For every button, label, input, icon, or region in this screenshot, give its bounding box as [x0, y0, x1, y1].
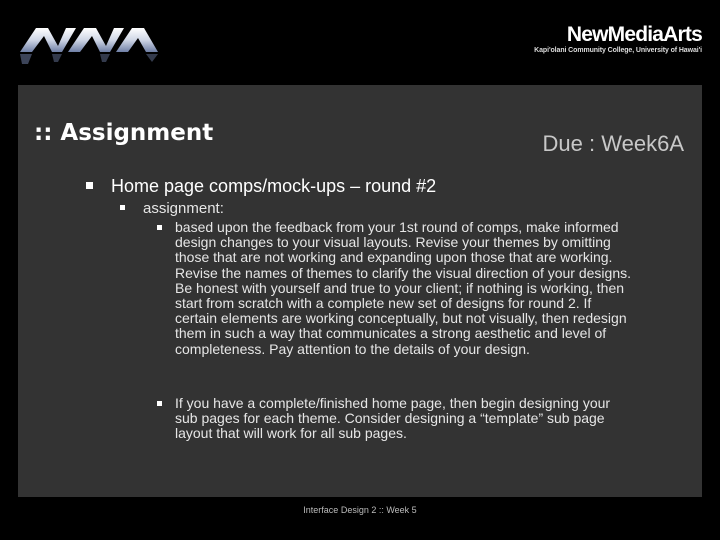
- bullet-level2: [120, 200, 224, 217]
- bullet-level3: [157, 220, 635, 357]
- newmediaarts-logo: [534, 24, 702, 54]
- brand-name: NewMediaArts: [566, 23, 702, 46]
- nma-logo: [18, 22, 160, 66]
- bullet-square-icon: [157, 401, 162, 406]
- bullet-square-icon: [86, 182, 93, 189]
- bullet-text: based upon the feedback from your 1st round of comps, make informed design changes to your visual layouts. Revise your themes by omitting those that are not working and expanding upon those that are working. Revise the names of themes to clarify the visual direction of your designs. Be honest with yourself and true to your client; if nothing is working, then start from scratch with a complete new set of designs for round 2. If certain elements are working conceptually, but not visually, then redesign them in such a way that communicates a strong aesthetic and level of completeness. Pay attention to the details of your design.: [175, 219, 631, 357]
- footer-text: Interface Design 2 :: Week 5: [303, 505, 417, 515]
- bullet-level3: [157, 396, 635, 442]
- due-label: Due : Week6A: [542, 131, 684, 156]
- bullet-square-icon: [157, 225, 162, 230]
- brand-subtitle: Kapi'olani Community College, University of Hawai'i: [534, 47, 702, 54]
- bullet-level1: [86, 176, 436, 197]
- bullet-text: assignment:: [143, 200, 224, 217]
- bullet-square-icon: [120, 205, 125, 210]
- slide-title: :: Assignment: [34, 120, 214, 146]
- bullet-text: Home page comps/mock-ups – round #2: [111, 176, 437, 196]
- bullet-text: If you have a complete/finished home page, then begin designing your sub pages for each theme. Consider designing a “template” sub page layout that will work for all sub pages.: [175, 395, 611, 442]
